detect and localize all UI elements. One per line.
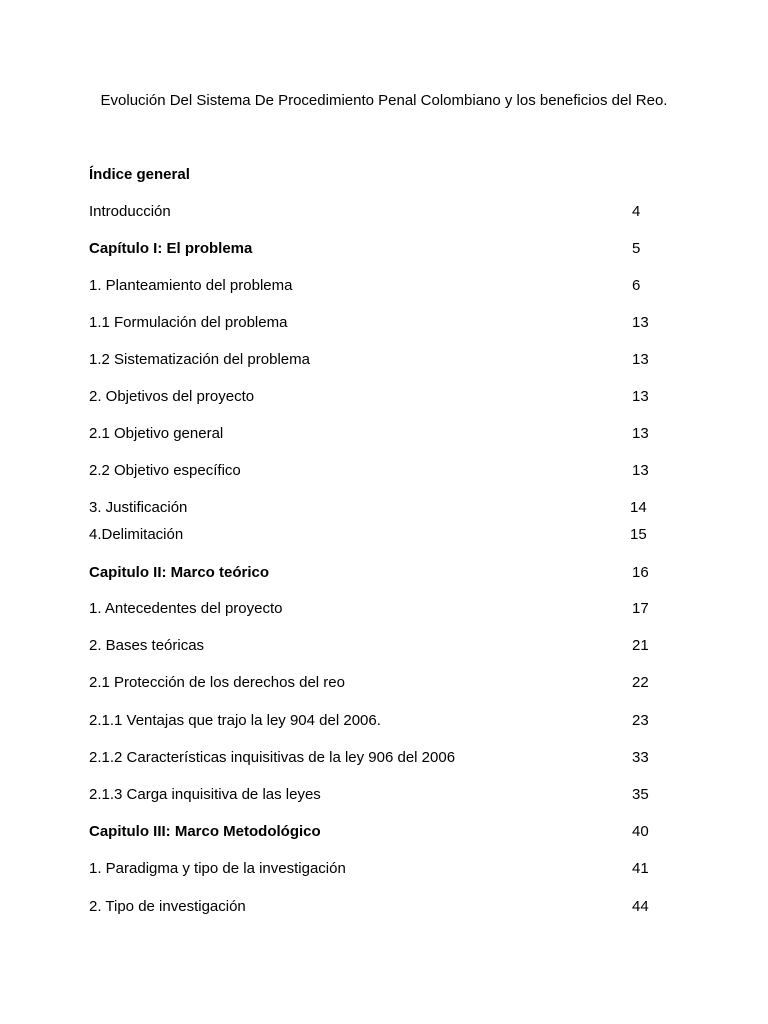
toc-entry bbox=[89, 859, 659, 879]
toc-entry-page-number: 13 bbox=[632, 425, 649, 442]
toc-entry bbox=[89, 563, 659, 583]
toc-entry bbox=[89, 202, 659, 222]
toc-entry-label: Capitulo III: Marco Metodológico bbox=[89, 823, 321, 840]
toc-entry-label: 2.1.1 Ventajas que trajo la ley 904 del 2006. bbox=[89, 712, 381, 729]
toc-entry-label: 2.1 Protección de los derechos del reo bbox=[89, 674, 345, 691]
toc-entry-page-number: 22 bbox=[632, 674, 649, 691]
toc-entry-page-number: 16 bbox=[632, 564, 649, 581]
toc-entry bbox=[89, 387, 659, 407]
toc-entry-page-number: 13 bbox=[632, 462, 649, 479]
toc-entry-label: Capítulo I: El problema bbox=[89, 240, 253, 257]
toc-entry-page-number: 13 bbox=[632, 314, 649, 331]
toc-entry-page-number: 5 bbox=[632, 240, 641, 257]
toc-entry-label: 2. Bases teóricas bbox=[89, 637, 205, 654]
toc-entry-label: 2.1.2 Características inquisitivas de la ley 906 del 2006 bbox=[89, 749, 456, 766]
toc-entry bbox=[89, 461, 659, 481]
toc-entry bbox=[89, 748, 659, 768]
toc-entry bbox=[89, 599, 659, 619]
toc-entry-page-number: 41 bbox=[632, 860, 649, 877]
toc-entry-label: 1. Planteamiento del problema bbox=[89, 277, 293, 294]
document-title: Evolución Del Sistema De Procedimiento Penal Colombiano y los beneficios del Reo. bbox=[100, 92, 668, 109]
toc-entry bbox=[89, 636, 659, 656]
toc-entry-page-number: 44 bbox=[632, 898, 649, 915]
toc-entry-page-number: 17 bbox=[632, 600, 649, 617]
toc-entry-label: 1. Paradigma y tipo de la investigación bbox=[89, 860, 346, 877]
toc-entry-page-number: 13 bbox=[632, 351, 649, 368]
toc-entry-page-number: 4 bbox=[632, 203, 641, 220]
toc-entry bbox=[89, 424, 659, 444]
toc-entry-page-number: 15 bbox=[630, 526, 647, 543]
toc-entry bbox=[89, 313, 659, 333]
toc-entry-page-number: 40 bbox=[632, 823, 649, 840]
toc-entry bbox=[89, 350, 659, 370]
toc-entry bbox=[89, 525, 659, 545]
toc-entry bbox=[89, 498, 659, 518]
toc-entry bbox=[89, 711, 659, 731]
toc-entry-page-number: 33 bbox=[632, 749, 649, 766]
toc-entry-label: 1.2 Sistematización del problema bbox=[89, 351, 310, 368]
toc-entry-label: 1.1 Formulación del problema bbox=[89, 314, 288, 331]
toc-entry bbox=[89, 897, 659, 917]
toc-entry-page-number: 14 bbox=[630, 499, 647, 516]
toc-entry bbox=[89, 785, 659, 805]
toc-entry-label: 2.1 Objetivo general bbox=[89, 425, 224, 442]
toc-entry-label: 1. Antecedentes del proyecto bbox=[89, 600, 283, 617]
toc-entry-label: 4.Delimitación bbox=[89, 526, 184, 543]
toc-entry-label: 2.2 Objetivo específico bbox=[89, 462, 241, 479]
toc-entry-page-number: 6 bbox=[632, 277, 641, 294]
toc-entry-page-number: 23 bbox=[632, 712, 649, 729]
toc-entry-page-number: 35 bbox=[632, 786, 649, 803]
toc-entry-page-number: 21 bbox=[632, 637, 649, 654]
toc-entry bbox=[89, 673, 659, 693]
toc-heading: Índice general bbox=[89, 166, 190, 183]
toc-entry-label: 3. Justificación bbox=[89, 499, 188, 516]
toc-entry-label: 2.1.3 Carga inquisitiva de las leyes bbox=[89, 786, 321, 803]
toc-entry bbox=[89, 239, 659, 259]
toc-entry bbox=[89, 822, 659, 842]
toc-entry-label: Capitulo II: Marco teórico bbox=[89, 564, 270, 581]
toc-entry-label: 2. Tipo de investigación bbox=[89, 898, 246, 915]
toc-entry bbox=[89, 276, 659, 296]
toc-entry-page-number: 13 bbox=[632, 388, 649, 405]
toc-entry-label: Introducción bbox=[89, 203, 171, 220]
toc-entry-label: 2. Objetivos del proyecto bbox=[89, 388, 255, 405]
